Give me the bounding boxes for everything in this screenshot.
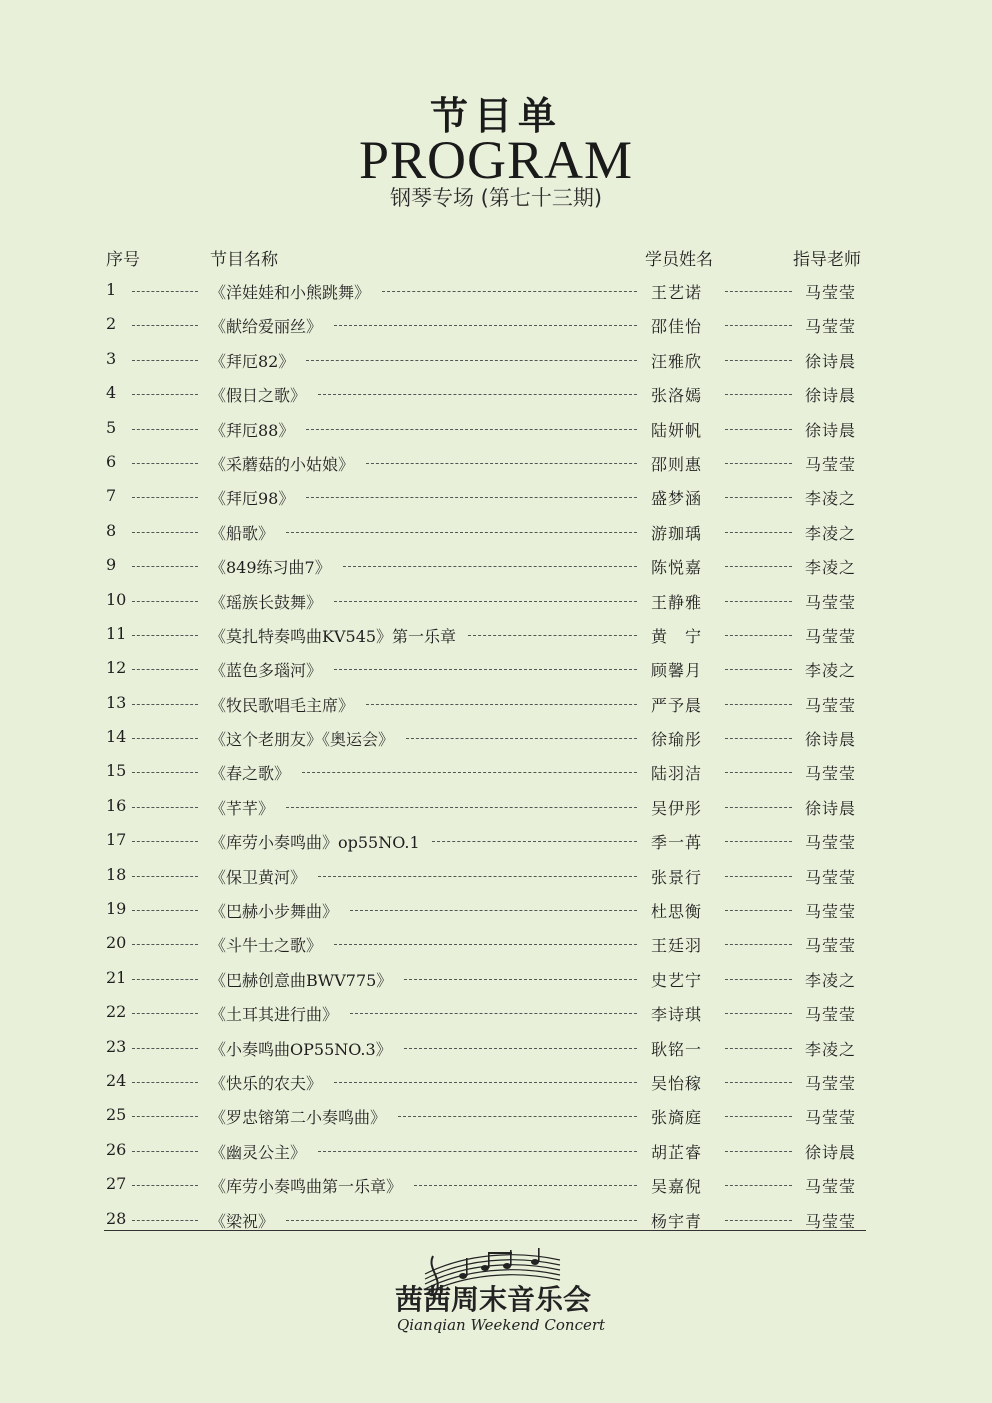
dotted-leader [132,1082,198,1083]
dotted-leader [318,394,637,395]
dotted-leader [132,841,198,842]
dotted-leader [725,291,792,292]
program-subtitle: 钢琴专场 (第七十三期) [389,186,603,210]
teacher-name: 马莹莹 [805,317,857,337]
dotted-leader [404,1048,637,1049]
teacher-name: 徐诗晨 [805,351,857,371]
teacher-name: 马莹莹 [805,592,857,612]
table-row [104,824,866,858]
teacher-name: 马莹莹 [805,1177,857,1197]
dotted-leader [132,532,198,533]
student-name: 张洛嫣 [651,386,703,406]
dotted-leader [132,807,198,808]
dotted-leader [382,291,637,292]
piece-title: 《巴赫创意曲BWV775》 [210,970,393,990]
piece-title: 《梁祝》 [210,1211,275,1231]
dotted-leader [725,876,792,877]
dotted-leader [725,601,792,602]
student-name: 严予晨 [651,695,703,715]
student-name: 张景行 [651,867,703,887]
teacher-name: 马莹莹 [805,626,857,646]
dotted-leader [286,532,637,533]
row-number: 16 [106,795,127,815]
piece-title: 《斗牛士之歌》 [210,936,323,956]
dotted-leader [432,841,637,842]
dotted-leader [343,566,637,567]
piece-title: 《莫扎特奏鸣曲KV545》第一乐章 [210,626,457,646]
table-header [104,242,866,268]
table-row [104,1134,866,1168]
student-name: 汪雅欣 [651,351,703,371]
dotted-leader [334,601,637,602]
dotted-leader [132,979,198,980]
dotted-leader [725,910,792,911]
row-number: 1 [106,280,117,299]
piece-title: 《保卫黄河》 [210,867,307,887]
table-row [104,1203,866,1237]
dotted-leader [132,429,198,430]
table-row [104,1065,866,1099]
student-name: 王廷羽 [651,936,703,956]
teacher-name: 马莹莹 [805,764,857,784]
table-row [104,549,866,583]
dotted-leader [725,944,792,945]
dotted-leader [366,463,637,464]
student-name: 史艺宁 [651,970,703,990]
dotted-leader [132,360,198,361]
row-number: 20 [106,933,127,953]
dotted-leader [725,1151,792,1152]
row-number: 9 [106,555,117,575]
teacher-name: 马莹莹 [805,1108,857,1128]
row-number: 28 [106,1208,127,1228]
piece-title: 《幽灵公主》 [210,1142,307,1162]
dotted-leader [334,1082,637,1083]
piece-title: 《假日之歌》 [210,386,307,406]
col-header-teacher: 指导老师 [793,250,861,270]
dotted-leader [132,291,198,292]
dotted-leader [725,463,792,464]
program-title-en: PROGRAM [358,130,634,190]
row-number: 21 [106,967,127,987]
student-name: 顾馨月 [651,661,703,681]
dotted-leader [468,635,637,636]
table-row [104,446,866,480]
student-name: 胡芷睿 [651,1142,703,1162]
dotted-leader [725,979,792,980]
dotted-leader [334,944,637,945]
table-row [104,790,866,824]
student-name: 游珈瑀 [651,523,703,543]
student-name: 季一苒 [651,833,703,853]
row-number: 13 [106,692,127,712]
piece-title: 《芊芊》 [210,798,275,818]
piece-title: 《快乐的农夫》 [210,1073,323,1093]
dotted-leader [725,532,792,533]
table-row [104,377,866,411]
table-row [104,1168,866,1202]
row-number: 19 [106,899,127,919]
dotted-leader [132,772,198,773]
student-name: 吴嘉倪 [651,1177,703,1197]
table-row [104,343,866,377]
dotted-leader [318,876,637,877]
dotted-leader [302,772,637,773]
dotted-leader [725,669,792,670]
student-name: 李诗琪 [651,1005,703,1025]
dotted-leader [132,325,198,326]
teacher-name: 马莹莹 [805,454,857,474]
piece-title: 《牧民歌唱毛主席》 [210,695,355,715]
dotted-leader [725,1082,792,1083]
program-title-cn: 节目单 [429,94,562,138]
dotted-leader [132,1151,198,1152]
dotted-leader [132,738,198,739]
row-number: 18 [106,864,127,884]
table-row [104,687,866,721]
table-row [104,412,866,446]
table-row [104,652,866,686]
table-row [104,893,866,927]
row-number: 10 [106,589,127,609]
col-header-student: 学员姓名 [645,250,713,270]
program-table [104,242,866,1237]
table-row [104,274,866,308]
student-name: 陆妍帆 [651,420,703,440]
row-number: 8 [106,520,117,540]
table-row [104,962,866,996]
dotted-leader [132,566,198,567]
teacher-name: 徐诗晨 [805,730,857,750]
dotted-leader [725,841,792,842]
table-row [104,618,866,652]
piece-title: 《库劳小奏鸣曲第一乐章》 [210,1177,403,1197]
row-number: 27 [106,1174,127,1194]
teacher-name: 徐诗晨 [805,1142,857,1162]
teacher-name: 徐诗晨 [805,420,857,440]
concert-logo [385,1246,615,1346]
table-row [104,308,866,342]
dotted-leader [132,1220,198,1221]
dotted-leader [725,1185,792,1186]
teacher-name: 李凌之 [805,523,857,543]
student-name: 张旖庭 [651,1108,703,1128]
piece-title: 《洋娃娃和小熊跳舞》 [210,283,371,302]
student-name: 陈悦嘉 [651,558,703,578]
teacher-name: 马莹莹 [805,833,857,853]
dotted-leader [132,497,198,498]
row-number: 5 [106,417,117,437]
piece-title: 《拜厄98》 [210,489,295,509]
dotted-leader [725,1013,792,1014]
dotted-leader [725,429,792,430]
table-row [104,480,866,514]
student-name: 王艺诺 [651,283,703,302]
dotted-leader [132,1048,198,1049]
teacher-name: 马莹莹 [805,1005,857,1025]
teacher-name: 徐诗晨 [805,798,857,818]
dotted-leader [404,979,637,980]
row-number: 6 [106,451,117,471]
piece-title: 《船歌》 [210,523,275,543]
table-row [104,721,866,755]
dotted-leader [132,635,198,636]
dotted-leader [132,1116,198,1117]
dotted-leader [398,1116,637,1117]
teacher-name: 李凌之 [805,1039,857,1059]
dotted-leader [725,635,792,636]
piece-title: 《瑶族长鼓舞》 [210,592,323,612]
dotted-leader [318,1151,637,1152]
dotted-leader [132,876,198,877]
teacher-name: 马莹莹 [805,902,857,922]
student-name: 徐瑜彤 [651,730,703,750]
dotted-leader [725,394,792,395]
dotted-leader [334,325,637,326]
piece-title: 《罗忠镕第二小奏鸣曲》 [210,1108,387,1128]
col-header-num: 序号 [106,250,140,270]
program-rows [104,274,866,1237]
piece-title: 《拜厄88》 [210,420,295,440]
row-number: 26 [106,1139,127,1159]
dotted-leader [350,1013,637,1014]
student-name: 陆羽洁 [651,764,703,784]
row-number: 15 [106,761,127,781]
table-row [104,755,866,789]
dotted-leader [132,1013,198,1014]
col-header-title: 节目名称 [210,250,278,270]
dotted-leader [132,394,198,395]
piece-title: 《春之歌》 [210,764,291,784]
dotted-leader [132,463,198,464]
dotted-leader [725,1048,792,1049]
dotted-leader [725,738,792,739]
student-name: 王静雅 [651,592,703,612]
dotted-leader [350,910,637,911]
dotted-leader [132,1185,198,1186]
table-row [104,515,866,549]
table-row [104,1099,866,1133]
table-row [104,1031,866,1065]
dotted-leader [132,601,198,602]
dotted-leader [725,360,792,361]
table-bottom-divider [104,1230,866,1231]
row-number: 24 [106,1070,127,1090]
piece-title: 《库劳小奏鸣曲》op55NO.1 [210,833,420,853]
student-name: 黄 宁 [651,626,703,646]
dotted-leader [286,807,637,808]
dotted-leader [725,704,792,705]
dotted-leader [414,1185,637,1186]
teacher-name: 马莹莹 [805,1073,857,1093]
piece-title: 《小奏鸣曲OP55NO.3》 [210,1039,392,1059]
dotted-leader [725,1116,792,1117]
dotted-leader [366,704,637,705]
logo-name-cn: 茜茜周末音乐会 [395,1283,592,1316]
student-name: 杨宇青 [651,1211,703,1231]
piece-title: 《土耳其进行曲》 [210,1005,339,1025]
dotted-leader [725,772,792,773]
teacher-name: 李凌之 [805,970,857,990]
row-number: 7 [106,486,117,506]
row-number: 3 [106,348,117,368]
table-row [104,996,866,1030]
teacher-name: 徐诗晨 [805,386,857,406]
piece-title: 《这个老朋友》《奥运会》 [210,730,395,750]
student-name: 杜思衡 [651,902,703,922]
dotted-leader [725,325,792,326]
dotted-leader [725,1220,792,1221]
dotted-leader [306,360,637,361]
dotted-leader [306,497,637,498]
dotted-leader [334,669,637,670]
teacher-name: 马莹莹 [805,1211,857,1231]
row-number: 17 [106,830,127,850]
dotted-leader [132,704,198,705]
row-number: 23 [106,1036,127,1056]
student-name: 吴怡稼 [651,1073,703,1093]
teacher-name: 李凌之 [805,489,857,509]
logo-name-en: Qianqian Weekend Concert [397,1316,606,1334]
piece-title: 《849练习曲7》 [210,558,331,578]
student-name: 吴伊彤 [651,798,703,818]
student-name: 耿铭一 [651,1039,703,1059]
student-name: 邵则惠 [651,454,703,474]
dotted-leader [725,497,792,498]
dotted-leader [286,1220,637,1221]
student-name: 邵佳怡 [651,317,703,337]
dotted-leader [306,429,637,430]
dotted-leader [132,910,198,911]
piece-title: 《献给爱丽丝》 [210,317,323,337]
table-row [104,584,866,618]
table-row [104,927,866,961]
row-number: 2 [106,314,117,334]
teacher-name: 李凌之 [805,661,857,681]
row-number: 25 [106,1105,127,1125]
row-number: 4 [106,383,117,403]
teacher-name: 马莹莹 [805,936,857,956]
row-number: 22 [106,1002,127,1022]
row-number: 12 [106,658,127,678]
program-header [0,96,992,212]
dotted-leader [725,807,792,808]
dotted-leader [132,669,198,670]
dotted-leader [406,738,637,739]
row-number: 14 [106,727,127,747]
dotted-leader [725,566,792,567]
piece-title: 《巴赫小步舞曲》 [210,902,339,922]
teacher-name: 马莹莹 [805,867,857,887]
student-name: 盛梦涵 [651,489,703,509]
teacher-name: 马莹莹 [805,283,857,302]
row-number: 11 [106,623,127,643]
piece-title: 《拜厄82》 [210,351,295,371]
dotted-leader [132,944,198,945]
teacher-name: 马莹莹 [805,695,857,715]
teacher-name: 李凌之 [805,558,857,578]
piece-title: 《采蘑菇的小姑娘》 [210,454,355,474]
table-row [104,859,866,893]
piece-title: 《蓝色多瑙河》 [210,661,323,681]
